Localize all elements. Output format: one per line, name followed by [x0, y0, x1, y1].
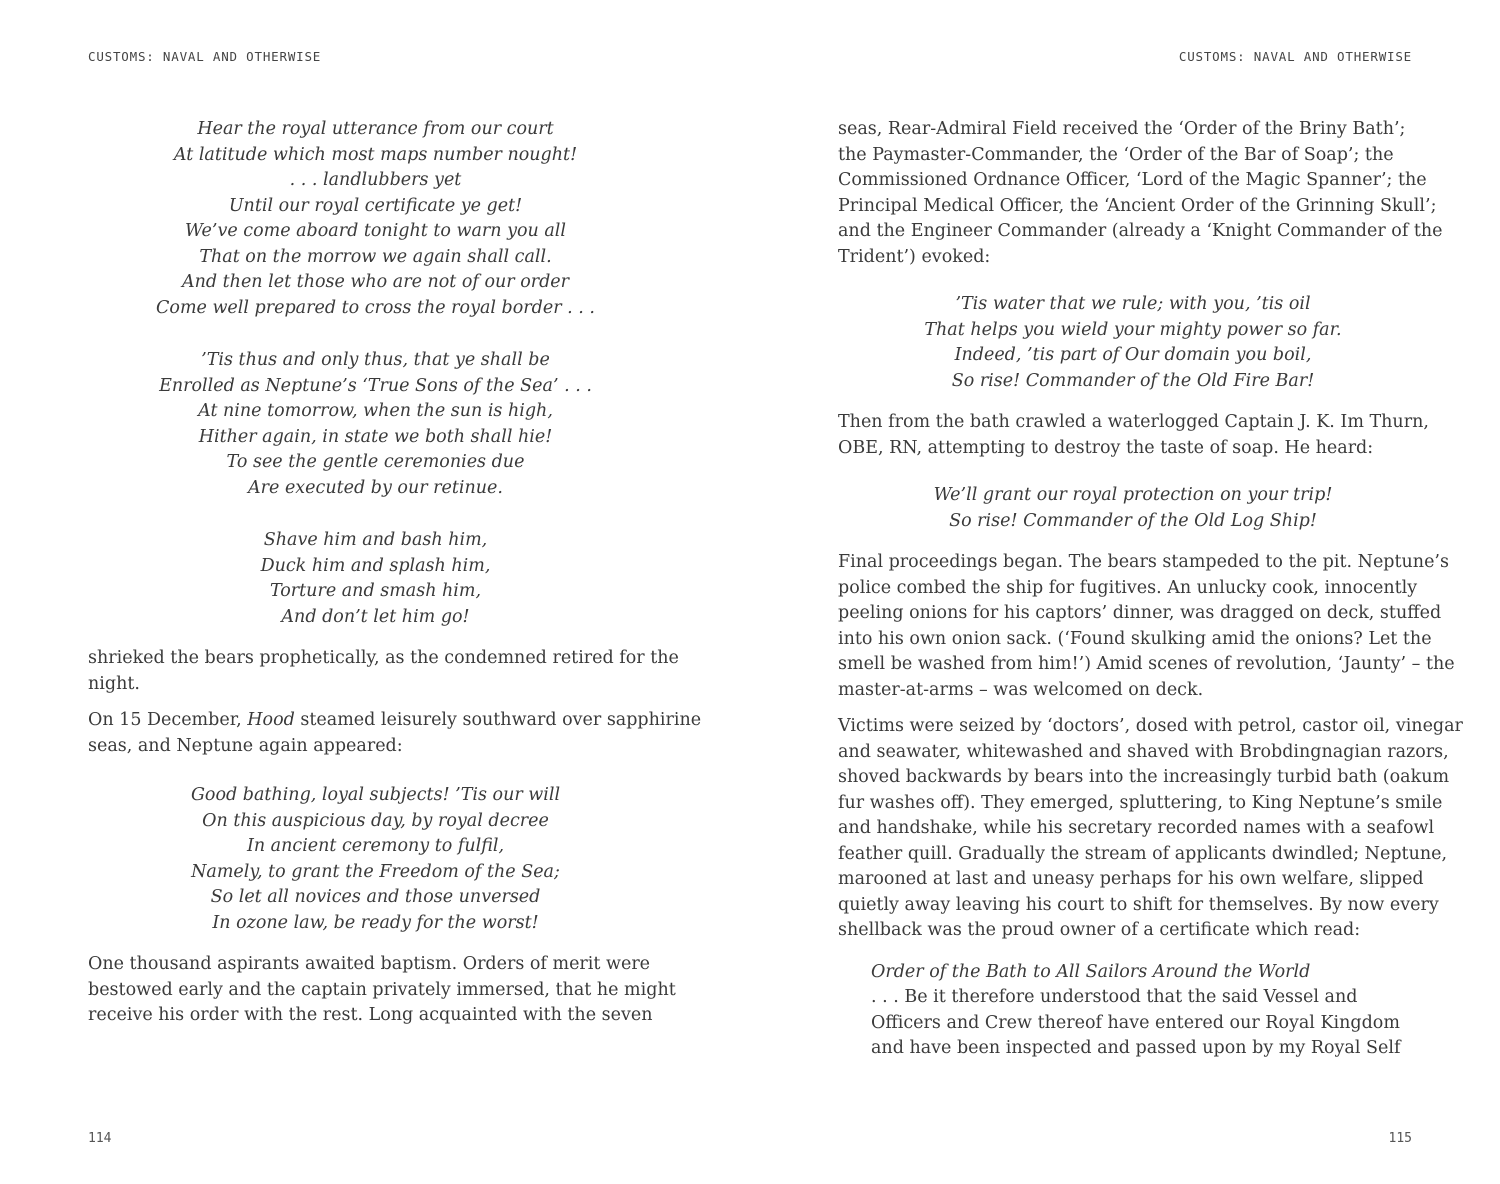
certificate-line: . . . Be it therefore understood that the said Vessel and: [871, 987, 1358, 1007]
prose-line: shoved backwards by bears into the increasingly turbid bath (oakum: [838, 767, 1450, 787]
verse-line: In ancient ceremony to fulfil,: [246, 836, 505, 856]
paragraph: [88, 646, 679, 697]
right-text-block: [838, 117, 1463, 1062]
paragraph: [88, 952, 676, 1029]
prose-line: Trident’) evoked:: [838, 246, 991, 267]
verse-line: To see the gentle ceremonies due: [226, 452, 525, 472]
prose-line: smell be washed from him!’) Amid scenes of revolution, ‘Jaunty’ – the: [838, 654, 1455, 674]
running-head-right: CUSTOMS: NAVAL AND OTHERWISE: [1178, 49, 1412, 64]
verse-line: At nine tomorrow, when the sun is high,: [198, 401, 553, 421]
prose-line: feather quill. Gradually the stream of applicants dwindled; Neptune,: [838, 843, 1448, 864]
verse-line: So rise! Commander of the Old Log Ship!: [949, 510, 1317, 531]
verse-line: Hither again, in state we both shall hie!: [198, 426, 553, 447]
prose-line: and seawater, whitewashed and shaved with Brobdingnagian razors,: [838, 741, 1449, 762]
verse-line: We’ll grant our royal protection on your trip!: [933, 485, 1333, 505]
prose-line: seas, and Neptune again appeared:: [88, 735, 403, 756]
verse-line: Shave him and bash him,: [263, 530, 488, 550]
prose-line: Then from the bath crawled a waterlogged Captain J. K. Im Thurn,: [838, 412, 1429, 432]
verse-line: At latitude which most maps number nought!: [173, 144, 578, 165]
prose-line: and handshake, while his secretary recorded names with a seafowl: [838, 818, 1435, 838]
verse-line: ’Tis water that we rule; with you, ’tis oil: [955, 294, 1311, 314]
verse-line: Torture and smash him,: [269, 581, 482, 601]
left-text-block: [88, 117, 702, 1040]
page-number-right: 115: [1388, 1131, 1412, 1146]
verse-stanza: [88, 348, 663, 501]
prose-line: One thousand aspirants awaited baptism. Orders of merit were: [88, 954, 651, 974]
prose-line: fur washes off). They emerged, spluttering, to King Neptune’s smile: [838, 792, 1443, 813]
certificate-quote: [871, 960, 1418, 1062]
certificate-line: Officers and Crew thereof have entered our Royal Kingdom: [871, 1012, 1400, 1033]
verse-line: So rise! Commander of the Old Fire Bar!: [951, 370, 1315, 391]
verse-line: And then let those who are not of our order: [181, 272, 570, 292]
prose-line: bestowed early and the captain privately immersed, that he might: [88, 979, 676, 1000]
verse-line: That on the morrow we again shall call.: [199, 246, 552, 267]
prose-segment: On 15 December,: [88, 710, 248, 730]
verse-line: Duck him and splash him,: [260, 555, 491, 576]
prose-line: and the Engineer Commander (already a ‘Knight Commander of the: [838, 221, 1443, 241]
verse-line: On this auspicious day, by royal decree: [202, 810, 549, 831]
verse-line: Come well prepared to cross the royal border . . .: [156, 297, 595, 318]
paragraph: [88, 708, 702, 759]
paragraph: [838, 117, 1443, 270]
prose-line: night.: [88, 673, 140, 694]
prose-line: Commissioned Ordnance Officer, ‘Lord of the Magic Spanner’; the: [838, 170, 1427, 190]
prose-line: seas, Rear-Admiral Field received the ‘Order of the Briny Bath’;: [838, 119, 1406, 139]
paragraph: [838, 714, 1463, 944]
prose-line: Principal Medical Officer, the ‘Ancient Order of the Grinning Skull’;: [838, 195, 1437, 216]
verse-line: Indeed, ’tis part of Our domain you boil,: [954, 345, 1312, 365]
prose-line: master-at-arms – was welcomed on deck.: [838, 679, 1204, 700]
verse-stanza: [88, 117, 663, 321]
verse-stanza: [838, 483, 1428, 534]
certificate-title: Order of the Bath to All Sailors Around the World: [871, 961, 1311, 982]
verse-stanza: [88, 783, 663, 936]
verse-line: And don’t let him go!: [281, 606, 470, 627]
verse-line: Until our royal certificate ye get!: [228, 195, 523, 216]
verse-line: That helps you wield your mighty power so far.: [924, 319, 1342, 340]
ship-name: Hood: [247, 710, 295, 730]
right-page: [750, 0, 1500, 1184]
prose-line: marooned at last and uneasy perhaps for his own welfare, slipped: [838, 869, 1424, 889]
verse-stanza: [88, 528, 663, 630]
prose-line: quietly away leaving his court to shift for themselves. By now every: [838, 894, 1439, 915]
prose-line: shrieked the bears prophetically, as the condemned retired for the: [88, 648, 679, 668]
verse-line: We’ve come aboard tonight to warn you all: [184, 221, 566, 241]
verse-line: Enrolled as Neptune’s ‘True Sons of the Sea’ . . .: [159, 375, 592, 396]
verse-stanza: [838, 292, 1428, 394]
verse-line: Hear the royal utterance from our court: [197, 119, 554, 139]
prose-line: receive his order with the rest. Long acquainted with the seven: [88, 1005, 653, 1025]
verse-line: ’Tis thus and only thus, that ye shall be: [201, 350, 550, 370]
prose-line: peeling onions for his captors’ dinner, was dragged on deck, stuffed: [838, 603, 1442, 623]
prose-line: [88, 708, 702, 734]
verse-line: . . . landlubbers yet: [289, 170, 462, 190]
prose-line: OBE, RN, attempting to destroy the taste of soap. He heard:: [838, 437, 1374, 458]
running-head-left: CUSTOMS: NAVAL AND OTHERWISE: [88, 49, 322, 64]
verse-line: In ozone law, be ready for the worst!: [212, 912, 539, 933]
prose-line: police combed the ship for fugitives. An unlucky cook, innocently: [838, 577, 1418, 598]
paragraph: [838, 410, 1429, 461]
verse-line: Good bathing, loyal subjects! ’Tis our will: [190, 785, 561, 805]
prose-line: the Paymaster-Commander, the ‘Order of the Bar of Soap’; the: [838, 144, 1394, 165]
paragraph: [838, 550, 1455, 703]
prose-line: into his own onion sack. (‘Found skulking amid the onions? Let the: [838, 628, 1432, 649]
prose-line: Final proceedings began. The bears stampeded to the pit. Neptune’s: [838, 552, 1449, 572]
prose-line: shellback was the proud owner of a certificate which read:: [838, 920, 1361, 940]
page-number-left: 114: [88, 1131, 112, 1146]
certificate-line: and have been inspected and passed upon by my Royal Self: [871, 1038, 1401, 1058]
verse-line: Are executed by our retinue.: [248, 477, 503, 498]
verse-line: So let all novices and those unversed: [210, 887, 541, 907]
prose-line: Victims were seized by ‘doctors’, dosed with petrol, castor oil, vinegar: [838, 716, 1463, 736]
verse-line: Namely, to grant the Freedom of the Sea;: [191, 861, 560, 882]
prose-segment: steamed leisurely southward over sapphirine: [294, 710, 702, 730]
